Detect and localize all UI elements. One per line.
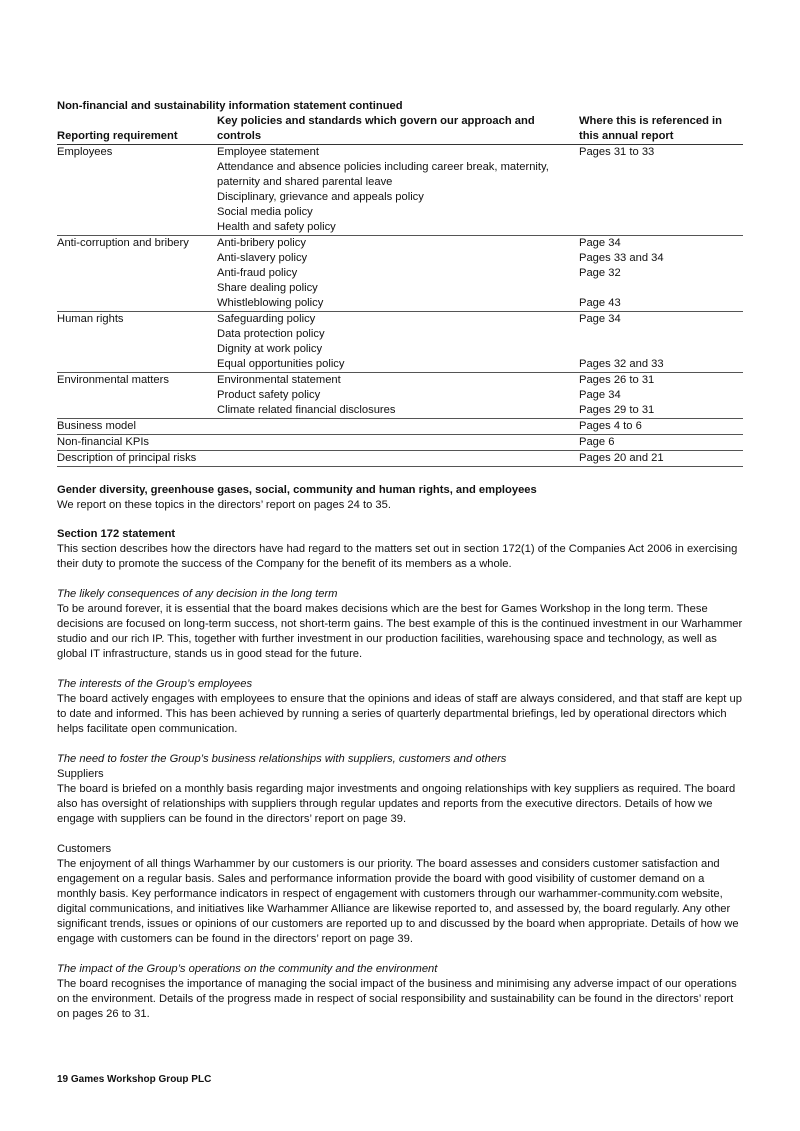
reference-item — [579, 220, 743, 235]
row-requirement: Employees — [57, 146, 113, 158]
long-term-heading: The likely consequences of any decision in the long term — [57, 588, 338, 600]
policy-item: Whistleblowing policy — [217, 297, 324, 309]
reference-item: Pages 29 to 31 — [579, 404, 655, 416]
row-policies — [217, 419, 579, 435]
table-row — [57, 236, 743, 312]
policy-item: Equal opportunities policy — [217, 358, 345, 370]
customers-text: The enjoyment of all things Warhammer by our customers is our priority. The board assesses and considers customer satisfaction and engagement on a regular basis. Sales and performance information provide the board with good visibility of customer demand on a monthly basis. Key performance indicators in respect of engagement with customers through our warhammer-community.com website, digital communications, and initiatives like Warhammer Alliance are likewise reported to, and assessed by, the board regularly. Any other significant trends, issues or opinions of our customers are reported up to and discussed by the board when appropriate. Details of how we engage with customers can be found in the directors’ report on page 39. — [57, 858, 739, 945]
relationships-heading: The need to foster the Group’s business relationships with suppliers, customers and others — [57, 753, 507, 765]
policy-item: Anti-slavery policy — [217, 252, 308, 264]
reference-item: Page 34 — [579, 389, 621, 401]
page-content — [57, 99, 743, 1022]
long-term-text: To be around forever, it is essential that the board makes decisions which are the best for Games Workshop in the long term. These decisions are focused on long-term success, not short-term gains. The best example of this is the continued investment in our Warhammer studio and our rich IP. This, together with further investment in our production facilities, warehousing space and technology, as well as global IT infrastructure, stands us in good stead for the future. — [57, 603, 743, 660]
row-references — [579, 236, 743, 312]
reporting-table — [57, 114, 743, 467]
statement-title: Non-financial and sustainability information statement continued — [57, 100, 403, 112]
row-requirement: Business model — [57, 420, 136, 432]
gender-heading: Gender diversity, greenhouse gases, social, community and human rights, and employees — [57, 484, 537, 496]
policy-item — [217, 451, 579, 466]
row-requirement: Anti-corruption and bribery — [57, 237, 189, 249]
table-row — [57, 419, 743, 435]
row-references — [579, 435, 743, 451]
policy-item: Employee statement — [217, 146, 319, 158]
policy-item: Health and safety policy — [217, 221, 336, 233]
policy-item: paternity and shared parental leave — [217, 176, 393, 188]
row-references — [579, 373, 743, 419]
table-row — [57, 145, 743, 236]
reference-item — [579, 327, 743, 342]
row-policies — [217, 312, 579, 373]
suppliers-text: The board is briefed on a monthly basis regarding major investments and ongoing relationships with key suppliers as required. The board also has oversight of relationships with suppliers through regular updates and reports from the executive directors. Details of how we engage with suppliers can be found in the directors’ report on page 39. — [57, 783, 736, 825]
row-references — [579, 451, 743, 467]
row-references — [579, 145, 743, 236]
reference-item: Pages 32 and 33 — [579, 358, 664, 370]
row-requirement: Non-financial KPIs — [57, 436, 150, 448]
policy-item: Product safety policy — [217, 389, 321, 401]
employees-text: The board actively engages with employees to ensure that the opinions and ideas of staff are always considered, and that staff are kept up to date and informed. This has been achieved by running a series of quarterly departmental briefings, led by operational directors which helps facilitate open communication. — [57, 693, 742, 735]
policy-item: Safeguarding policy — [217, 313, 316, 325]
table-body — [57, 145, 743, 467]
reference-item: Page 32 — [579, 267, 621, 279]
reference-item: Page 34 — [579, 313, 621, 325]
policy-item — [217, 435, 579, 450]
section-172-intro: This section describes how the directors have had regard to the matters set out in section 172(1) of the Companies Act 2006 in exercising their duty to promote the success of the Company for the benefit of its members as a whole. — [57, 543, 738, 570]
row-requirement: Environmental matters — [57, 374, 169, 386]
reference-item: Pages 20 and 21 — [579, 452, 664, 464]
row-policies — [217, 236, 579, 312]
gender-text: We report on these topics in the directors’ report on pages 24 to 35. — [57, 499, 391, 511]
row-requirement: Description of principal risks — [57, 452, 197, 464]
table-header-row — [57, 114, 743, 145]
policy-item: Data protection policy — [217, 328, 325, 340]
section-172-heading: Section 172 statement — [57, 528, 176, 540]
column-header-policies: Key policies and standards which govern our approach and controls — [217, 115, 535, 142]
column-header-requirement: Reporting requirement — [57, 130, 178, 142]
customers-label: Customers — [57, 843, 112, 855]
reference-item — [579, 190, 743, 205]
policy-item: Environmental statement — [217, 374, 341, 386]
reference-item — [579, 342, 743, 357]
page-footer: 19 Games Workshop Group PLC — [57, 1074, 212, 1085]
reference-item: Pages 26 to 31 — [579, 374, 655, 386]
table-row — [57, 312, 743, 373]
reference-item — [579, 175, 743, 190]
row-policies — [217, 451, 579, 467]
reference-item: Pages 31 to 33 — [579, 146, 655, 158]
employees-heading: The interests of the Group’s employees — [57, 678, 253, 690]
reference-item — [579, 281, 743, 296]
community-text: The board recognises the importance of managing the social impact of the business and minimising any adverse impact of our operations on the environment. Details of the progress made in respect of social responsibility and sustainability can be found in the directors’ report on pages 26 to 31. — [57, 978, 737, 1020]
community-heading: The impact of the Group’s operations on the community and the environment — [57, 963, 438, 975]
policy-item: Social media policy — [217, 206, 313, 218]
reference-item — [579, 160, 743, 175]
table-row — [57, 451, 743, 467]
suppliers-label: Suppliers — [57, 768, 104, 780]
row-references — [579, 419, 743, 435]
row-policies — [217, 145, 579, 236]
table-row — [57, 373, 743, 419]
reference-item: Pages 33 and 34 — [579, 252, 664, 264]
policy-item: Disciplinary, grievance and appeals policy — [217, 191, 424, 203]
reference-item: Page 34 — [579, 237, 621, 249]
reference-item: Pages 4 to 6 — [579, 420, 642, 432]
column-header-reference: Where this is referenced in this annual report — [579, 115, 722, 142]
policy-item: Dignity at work policy — [217, 343, 323, 355]
policy-item: Anti-bribery policy — [217, 237, 306, 249]
reference-item: Page 6 — [579, 436, 615, 448]
row-requirement: Human rights — [57, 313, 124, 325]
row-policies — [217, 435, 579, 451]
policy-item: Attendance and absence policies including career break, maternity, — [217, 161, 549, 173]
table-row — [57, 435, 743, 451]
reference-item: Page 43 — [579, 297, 621, 309]
reference-item — [579, 205, 743, 220]
row-policies — [217, 373, 579, 419]
policy-item — [217, 419, 579, 434]
policy-item: Share dealing policy — [217, 282, 318, 294]
row-references — [579, 312, 743, 373]
policy-item: Climate related financial disclosures — [217, 404, 396, 416]
policy-item: Anti-fraud policy — [217, 267, 298, 279]
